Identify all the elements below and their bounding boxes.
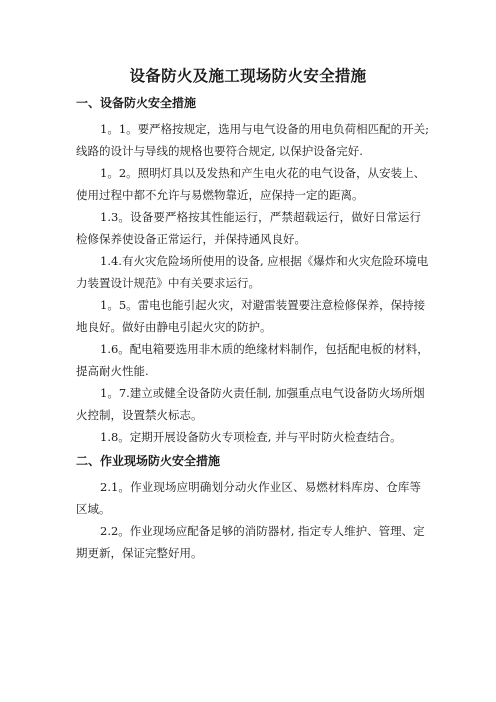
paragraph-1-3 — [76, 206, 421, 250]
paragraph-2-2 — [76, 520, 425, 564]
paragraph-line: 提高耐火性能. — [76, 364, 149, 378]
paragraph-line: 线路的设计与导线的规格也要符合规定, 以保护设备完好. — [76, 144, 363, 158]
paragraph-line: 检修保养使设备正常运行，并保持通风良好。 — [76, 232, 306, 246]
paragraph-1-2 — [76, 162, 426, 206]
section-heading-worksite: 二、作业现场防火安全措施 — [76, 454, 221, 468]
paragraph-1-8 — [76, 426, 421, 448]
document-title: 设备防火及施工现场防火安全措施 — [129, 67, 367, 85]
paragraph-1-1 — [76, 118, 430, 162]
paragraph-line: 2.1。作业现场应明确划分动火作业区、易燃材料库房、仓库等 — [100, 480, 421, 494]
paragraph-line: 使用过程中都不允许与易燃物靠近，应保持一定的距离。 — [76, 188, 364, 202]
paragraph-line: 1.3。设备要严格按其性能运行，严禁超载运行，做好日常运行 — [100, 210, 421, 224]
paragraph-1-7 — [76, 382, 425, 426]
paragraph-line: 1.4.有火灾危险场所使用的设备, 应根据《爆炸和火灾危险环境电 — [100, 254, 429, 268]
paragraph-line: 1.6。配电箱要选用非木质的绝缘材料制作，包括配电板的材料， — [100, 342, 429, 356]
section-heading-equipment: 一、设备防火安全措施 — [76, 96, 197, 110]
paragraph-line: 区域。 — [76, 502, 111, 516]
paragraph-line: 2.2。作业现场应配备足够的消防器材, 指定专人维护、管理、定 — [100, 524, 425, 538]
paragraph-line: 期更新，保证完整好用。 — [76, 546, 203, 560]
paragraph-1-4 — [76, 250, 429, 294]
paragraph-1-6 — [76, 338, 429, 382]
paragraph-line: 地良好。做好由静电引起火灾的防护。 — [76, 320, 272, 334]
paragraph-line: 1。7.建立或健全设备防火责任制, 加强重点电气设备防火场所烟 — [100, 386, 425, 400]
paragraph-line: 1.8。定期开展设备防火专项检查, 并与平时防火检查结合。 — [100, 430, 402, 444]
paragraph-1-5 — [76, 294, 426, 338]
paragraph-line: 火控制，设置禁火标志。 — [76, 408, 203, 422]
paragraph-line: 1。1。要严格按规定，选用与电气设备的用电负荷相匹配的开关; — [100, 122, 430, 136]
paragraph-line: 1。5。雷电也能引起火灾，对避雷装置要注意检修保养，保持接 — [100, 298, 426, 312]
paragraph-2-1 — [76, 476, 421, 520]
paragraph-line: 力装置设计规范》中有关要求运行。 — [76, 276, 260, 290]
paragraph-line: 1。2。照明灯具以及发热和产生电火花的电气设备，从安装上、 — [100, 166, 426, 180]
